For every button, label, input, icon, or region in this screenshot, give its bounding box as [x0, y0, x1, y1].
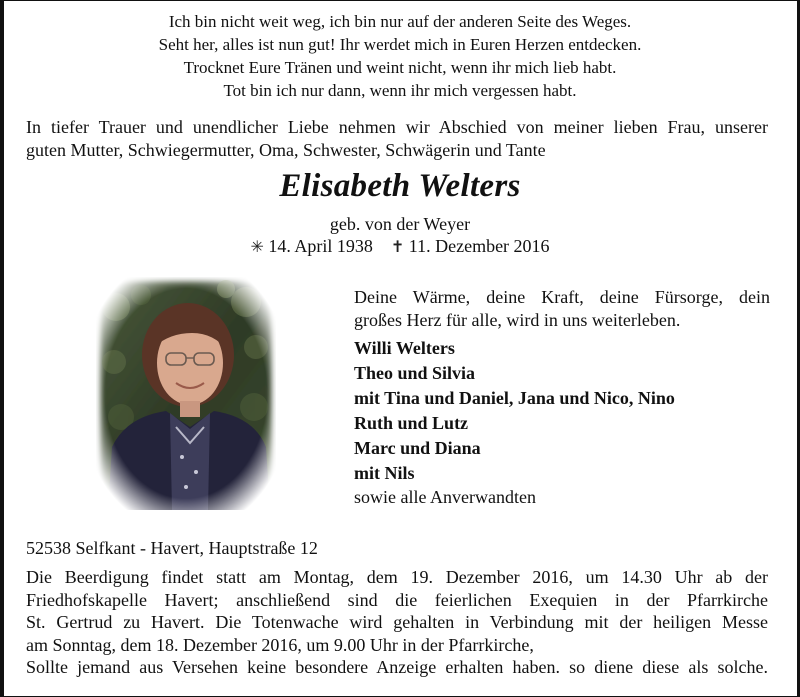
funeral-line: am Sonntag, dem 18. Dezember 2016, um 9.00 Uhr in der Pfarrkirche,: [26, 634, 534, 655]
funeral-line: Friedhofskapelle Havert; anschließend sind die feierlichen Exequien in der Pfarrkirche: [26, 589, 768, 610]
family-member: sowie alle Anverwandten: [354, 487, 536, 507]
funeral-line: Die Beerdigung findet statt am Montag, dem 19. Dezember 2016, um 14.30 Uhr ab der: [26, 567, 768, 587]
address: 52538 Selfkant - Havert, Hauptstraße 12: [26, 538, 318, 558]
funeral-details: [26, 566, 768, 656]
family-member: mit Nils: [354, 463, 415, 483]
portrait-photo: [96, 277, 276, 510]
birth-name: geb. von der Weyer: [329, 214, 471, 234]
tribute-line: großes Herz für alle, wird in uns weiterleben.: [354, 310, 681, 330]
death-cross-icon: ✝: [390, 239, 405, 256]
tribute-line: Deine Wärme, deine Kraft, deine Fürsorge, dein: [354, 287, 770, 307]
funeral-line: St. Gertrud zu Havert. Die Totenwache wird gehalten in Verbindung mit der heiligen Messe: [26, 612, 768, 632]
intro-text: [26, 116, 768, 162]
birth-date: 14. April 1938: [268, 236, 373, 256]
intro-line: guten Mutter, Schwiegermutter, Oma, Schwester, Schwägerin und Tante: [26, 140, 546, 160]
poem-line: Ich bin nicht weit weg, ich bin nur auf der anderen Seite des Weges.: [168, 12, 632, 31]
tribute-text: [354, 286, 770, 332]
intro-line: In tiefer Trauer und unendlicher Liebe nehmen wir Abschied von meiner lieben Frau, unserer: [26, 117, 768, 137]
family-member: Marc und Diana: [354, 438, 481, 458]
life-dates: [0, 236, 800, 257]
death-date: 11. Dezember 2016: [408, 236, 550, 256]
family-member: mit Tina und Daniel, Jana und Nico, Nino: [354, 388, 675, 408]
family-list: [354, 336, 675, 508]
poem-line: Tot bin ich nur dann, wenn ihr mich vergessen habt.: [223, 81, 577, 100]
family-member: Theo und Silvia: [354, 363, 476, 383]
family-member: Willi Welters: [354, 338, 455, 358]
closing-note: Sollte jemand aus Versehen keine besondere Anzeige erhalten haben. so diene diese als solche.: [26, 657, 768, 677]
poem-line: Seht her, alles ist nun gut! Ihr werdet mich in Euren Herzen entdecken.: [158, 35, 642, 54]
birth-star-icon: ✳: [250, 239, 264, 256]
poem: [20, 10, 780, 102]
poem-line: Trocknet Eure Tränen und weint nicht, wenn ihr mich lieb habt.: [183, 58, 617, 77]
deceased-name: Elisabeth Welters: [279, 168, 521, 204]
family-member: Ruth und Lutz: [354, 413, 469, 433]
